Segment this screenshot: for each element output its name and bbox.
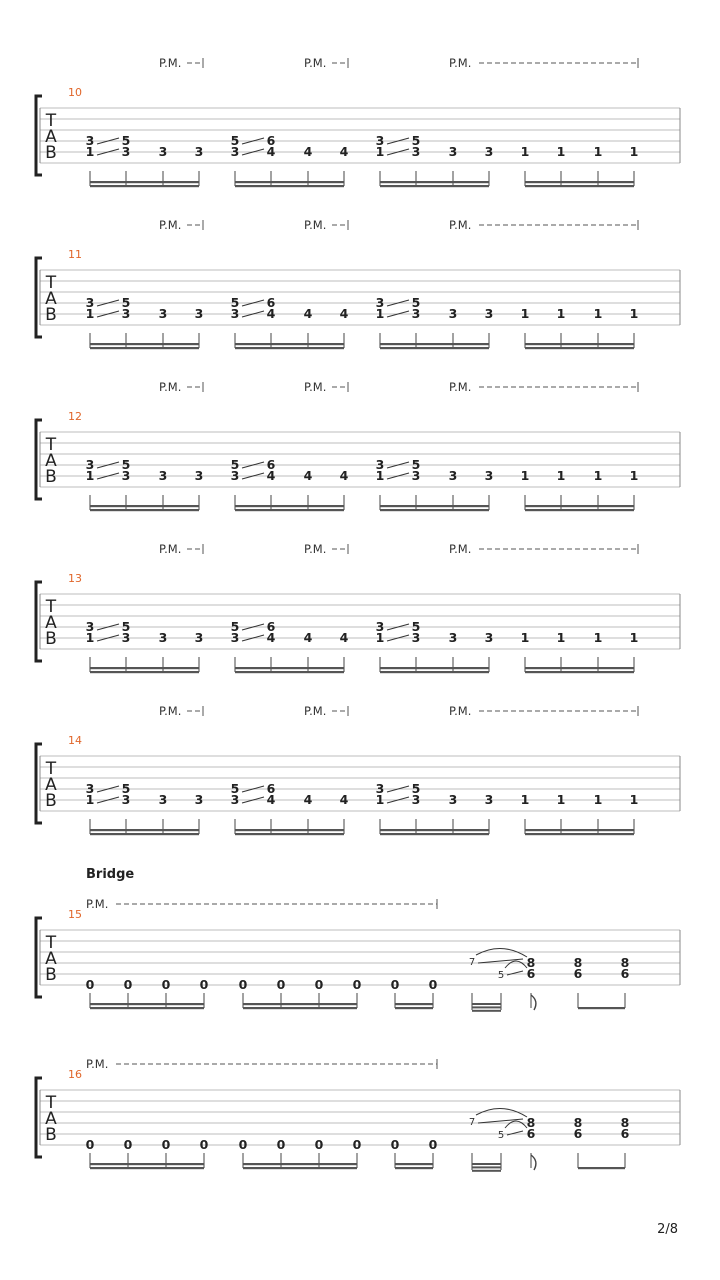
fret-number: 3 — [85, 781, 95, 796]
beat-group — [521, 630, 639, 673]
fret-number: 4 — [339, 792, 349, 807]
fret-number: 4 — [266, 630, 276, 645]
fret-number: 3 — [484, 306, 494, 321]
fret-number: 3 — [121, 468, 131, 483]
beam — [525, 181, 634, 183]
palm-mute-marker — [159, 56, 203, 70]
fret-number: 3 — [230, 792, 240, 807]
fret-number: 4 — [339, 144, 349, 159]
fret-number: 0 — [123, 1137, 133, 1152]
fret-number: 3 — [448, 468, 458, 483]
fret-number: 1 — [375, 630, 385, 645]
fret-number: 3 — [85, 457, 95, 472]
fret-number: 1 — [520, 792, 530, 807]
fret-number: 6 — [573, 966, 583, 981]
palm-mute-label: P.M. — [304, 56, 327, 70]
beam — [235, 343, 344, 345]
grace-fret-number: 5 — [497, 1130, 505, 1141]
tab-clef-letter: A — [45, 775, 57, 795]
tab-clef-letter: T — [45, 1093, 57, 1113]
fret-number: 3 — [230, 468, 240, 483]
beam — [90, 829, 199, 831]
fret-number: 5 — [230, 295, 240, 310]
beam — [395, 1007, 433, 1009]
palm-mute-marker — [159, 218, 203, 232]
fret-number: 6 — [573, 1126, 583, 1141]
palm-mute-label: P.M. — [449, 704, 472, 718]
beam — [235, 185, 344, 187]
fret-number: 8 — [573, 1115, 583, 1130]
beam — [472, 1006, 501, 1008]
fret-number: 3 — [411, 792, 421, 807]
beat-group — [521, 468, 639, 511]
section-label: Bridge — [86, 867, 135, 882]
fret-number: 0 — [428, 977, 438, 992]
fret-number: 4 — [339, 630, 349, 645]
fret-number: 0 — [161, 1137, 171, 1152]
palm-mute-label: P.M. — [159, 56, 182, 70]
beam — [525, 829, 634, 831]
beam — [235, 833, 344, 835]
beam — [380, 833, 489, 835]
fret-number: 1 — [520, 630, 530, 645]
fret-number: 4 — [303, 630, 313, 645]
fret-number: 3 — [85, 619, 95, 634]
palm-mute-marker — [86, 1057, 437, 1071]
beam — [90, 1167, 204, 1169]
beam — [525, 833, 634, 835]
palm-mute-marker — [304, 704, 348, 718]
tab-clef-letter: A — [45, 949, 57, 969]
tab-clef-letter: B — [45, 965, 57, 985]
fret-number: 1 — [520, 144, 530, 159]
beam — [525, 505, 634, 507]
tab-clef-letter: B — [45, 305, 57, 325]
fret-number: 1 — [85, 630, 95, 645]
fret-number: 8 — [526, 955, 536, 970]
fret-number: 0 — [390, 977, 400, 992]
beam — [380, 185, 489, 187]
fret-number: 1 — [629, 144, 639, 159]
fret-number: 3 — [375, 781, 385, 796]
fret-number: 4 — [303, 144, 313, 159]
measure-number: 11 — [68, 248, 82, 261]
fret-number: 3 — [230, 306, 240, 321]
fret-number: 1 — [593, 792, 603, 807]
fret-number: 1 — [375, 144, 385, 159]
fret-number: 3 — [194, 144, 204, 159]
grace-fret-number: 7 — [468, 957, 476, 968]
beam — [90, 833, 199, 835]
fret-number: 1 — [520, 306, 530, 321]
fret-number: 6 — [620, 1126, 630, 1141]
beam — [472, 1003, 501, 1005]
tab-clef-letter: A — [45, 613, 57, 633]
tab-clef-letter: T — [45, 759, 57, 779]
fret-number: 5 — [411, 781, 421, 796]
beam — [235, 667, 344, 669]
fret-number: 1 — [556, 306, 566, 321]
palm-mute-marker — [449, 704, 638, 718]
fret-number: 3 — [194, 630, 204, 645]
fret-number: 0 — [276, 977, 286, 992]
grace-fret-number: 7 — [468, 1117, 476, 1128]
beam — [235, 829, 344, 831]
beam — [380, 505, 489, 507]
tie-arc — [476, 948, 527, 957]
fret-number: 0 — [199, 977, 209, 992]
beam — [525, 185, 634, 187]
beam — [90, 1163, 204, 1165]
beam — [472, 1166, 501, 1168]
beam — [235, 181, 344, 183]
fret-number: 5 — [230, 133, 240, 148]
fret-number: 3 — [484, 144, 494, 159]
fret-number: 4 — [339, 306, 349, 321]
fret-number: 1 — [629, 306, 639, 321]
palm-mute-label: P.M. — [449, 380, 472, 394]
fret-number: 3 — [448, 630, 458, 645]
beam — [380, 667, 489, 669]
grace-fret-number: 5 — [497, 970, 505, 981]
fret-number: 1 — [85, 468, 95, 483]
palm-mute-marker — [86, 897, 437, 911]
tab-clef-letter: T — [45, 273, 57, 293]
fret-number: 3 — [375, 457, 385, 472]
fret-number: 3 — [158, 306, 168, 321]
fret-number: 4 — [303, 306, 313, 321]
fret-number: 3 — [484, 468, 494, 483]
fret-number: 4 — [303, 468, 313, 483]
fret-number: 0 — [428, 1137, 438, 1152]
beam — [243, 1007, 357, 1009]
tab-clef-letter: A — [45, 289, 57, 309]
beam — [235, 347, 344, 349]
fret-number: 0 — [85, 1137, 95, 1152]
fret-number: 4 — [266, 468, 276, 483]
beam — [90, 505, 199, 507]
tab-clef-letter: T — [45, 435, 57, 455]
fret-number: 1 — [85, 144, 95, 159]
tab-clef-letter: B — [45, 467, 57, 487]
tie-arc — [505, 961, 527, 968]
beam — [90, 185, 199, 187]
fret-number: 0 — [314, 1137, 324, 1152]
fret-number: 0 — [352, 977, 362, 992]
beam — [578, 1007, 625, 1009]
beam — [235, 509, 344, 511]
fret-number: 4 — [266, 144, 276, 159]
tab-system-14 — [36, 704, 680, 835]
beam — [395, 1003, 433, 1005]
fret-number: 1 — [593, 144, 603, 159]
fret-number: 3 — [121, 792, 131, 807]
fret-number: 3 — [411, 144, 421, 159]
fret-number: 3 — [484, 630, 494, 645]
fret-number: 1 — [629, 792, 639, 807]
fret-number: 4 — [266, 792, 276, 807]
fret-number: 3 — [448, 306, 458, 321]
tie-arc — [505, 1121, 527, 1128]
tab-clef-letter: B — [45, 143, 57, 163]
beam — [243, 1003, 357, 1005]
fret-number: 5 — [121, 781, 131, 796]
fret-number: 1 — [375, 306, 385, 321]
beam — [380, 509, 489, 511]
beam — [395, 1167, 433, 1169]
fret-number: 3 — [375, 295, 385, 310]
palm-mute-marker — [304, 218, 348, 232]
palm-mute-marker — [304, 542, 348, 556]
fret-number: 1 — [85, 792, 95, 807]
tie-arc — [476, 1108, 527, 1117]
beam — [395, 1163, 433, 1165]
fret-number: 5 — [411, 457, 421, 472]
fret-number: 0 — [199, 1137, 209, 1152]
measure-number: 15 — [68, 908, 82, 921]
fret-number: 3 — [194, 468, 204, 483]
beam — [380, 343, 489, 345]
fret-number: 5 — [230, 781, 240, 796]
fret-number: 6 — [526, 966, 536, 981]
palm-mute-label: P.M. — [304, 542, 327, 556]
tab-clef-letter: A — [45, 451, 57, 471]
fret-number: 6 — [266, 295, 276, 310]
fret-number: 5 — [121, 619, 131, 634]
fret-number: 5 — [121, 295, 131, 310]
beam — [235, 505, 344, 507]
fret-number: 3 — [230, 144, 240, 159]
fret-number: 5 — [121, 457, 131, 472]
fret-number: 5 — [411, 133, 421, 148]
measure-number: 10 — [68, 86, 82, 99]
fret-number: 0 — [238, 1137, 248, 1152]
fret-number: 1 — [556, 630, 566, 645]
beam — [90, 509, 199, 511]
fret-number: 3 — [158, 792, 168, 807]
page-number: 2/8 — [657, 1222, 678, 1237]
fret-number: 3 — [484, 792, 494, 807]
palm-mute-marker — [159, 704, 203, 718]
beat-group — [521, 792, 639, 835]
fret-number: 1 — [375, 792, 385, 807]
fret-number: 5 — [230, 619, 240, 634]
palm-mute-label: P.M. — [304, 218, 327, 232]
fret-number: 0 — [276, 1137, 286, 1152]
fret-number: 1 — [593, 306, 603, 321]
fret-number: 5 — [121, 133, 131, 148]
palm-mute-label: P.M. — [159, 218, 182, 232]
palm-mute-marker — [159, 380, 203, 394]
fret-number: 8 — [573, 955, 583, 970]
fret-number: 6 — [266, 619, 276, 634]
tab-clef-letter: T — [45, 933, 57, 953]
fret-number: 3 — [194, 792, 204, 807]
fret-number: 0 — [390, 1137, 400, 1152]
tab-system-15 — [36, 867, 680, 1012]
beam — [90, 1003, 204, 1005]
beam — [380, 829, 489, 831]
beam — [380, 347, 489, 349]
palm-mute-label: P.M. — [159, 704, 182, 718]
palm-mute-marker — [449, 542, 638, 556]
fret-number: 3 — [411, 630, 421, 645]
fret-number: 1 — [85, 306, 95, 321]
fret-number: 0 — [314, 977, 324, 992]
tab-system-11 — [36, 218, 680, 349]
beat-group — [521, 306, 639, 349]
fret-number: 3 — [158, 468, 168, 483]
palm-mute-label: P.M. — [304, 380, 327, 394]
palm-mute-label: P.M. — [449, 56, 472, 70]
fret-number: 0 — [161, 977, 171, 992]
fret-number: 3 — [85, 133, 95, 148]
beam — [380, 181, 489, 183]
tab-clef-letter: B — [45, 791, 57, 811]
fret-number: 3 — [448, 792, 458, 807]
fret-number: 4 — [266, 306, 276, 321]
beam — [90, 181, 199, 183]
fret-number: 0 — [85, 977, 95, 992]
tab-clef-letter: B — [45, 629, 57, 649]
fret-number: 4 — [339, 468, 349, 483]
beam — [243, 1163, 357, 1165]
beam — [525, 667, 634, 669]
tab-clef-letter: T — [45, 597, 57, 617]
fret-number: 3 — [85, 295, 95, 310]
fret-number: 3 — [121, 630, 131, 645]
beam — [472, 1163, 501, 1165]
beam — [243, 1167, 357, 1169]
palm-mute-marker — [304, 56, 348, 70]
fret-number: 8 — [526, 1115, 536, 1130]
fret-number: 3 — [411, 306, 421, 321]
tab-clef-letter: T — [45, 111, 57, 131]
fret-number: 1 — [375, 468, 385, 483]
beam — [90, 671, 199, 673]
fret-number: 5 — [230, 457, 240, 472]
palm-mute-marker — [449, 56, 638, 70]
fret-number: 3 — [158, 630, 168, 645]
beam — [90, 347, 199, 349]
beam — [380, 671, 489, 673]
tab-clef-letter: A — [45, 1109, 57, 1129]
fret-number: 3 — [411, 468, 421, 483]
palm-mute-label: P.M. — [449, 542, 472, 556]
fret-number: 3 — [375, 619, 385, 634]
beam — [578, 1167, 625, 1169]
palm-mute-label: P.M. — [159, 542, 182, 556]
beam — [90, 1007, 204, 1009]
fret-number: 0 — [238, 977, 248, 992]
beat-group — [521, 144, 639, 187]
beam — [90, 343, 199, 345]
beam — [525, 509, 634, 511]
palm-mute-label: P.M. — [449, 218, 472, 232]
beam — [525, 347, 634, 349]
beam — [235, 671, 344, 673]
fret-number: 3 — [158, 144, 168, 159]
palm-mute-marker — [159, 542, 203, 556]
fret-number: 3 — [448, 144, 458, 159]
fret-number: 1 — [556, 468, 566, 483]
tab-system-13 — [36, 542, 680, 673]
measure-number: 16 — [68, 1068, 82, 1081]
fret-number: 8 — [620, 955, 630, 970]
tab-clef-letter: B — [45, 1125, 57, 1145]
beam — [472, 1170, 501, 1172]
fret-number: 0 — [352, 1137, 362, 1152]
tab-system-16 — [36, 1057, 680, 1172]
beam — [472, 1010, 501, 1012]
fret-number: 1 — [593, 468, 603, 483]
fret-number: 6 — [526, 1126, 536, 1141]
fret-number: 5 — [411, 619, 421, 634]
palm-mute-label: P.M. — [86, 897, 109, 911]
palm-mute-label: P.M. — [304, 704, 327, 718]
fret-number: 4 — [303, 792, 313, 807]
tab-clef-letter: A — [45, 127, 57, 147]
measure-number: 14 — [68, 734, 82, 747]
fret-number: 3 — [121, 144, 131, 159]
measure-number: 13 — [68, 572, 82, 585]
fret-number: 1 — [593, 630, 603, 645]
fret-number: 1 — [520, 468, 530, 483]
fret-number: 3 — [375, 133, 385, 148]
beam — [90, 667, 199, 669]
palm-mute-label: P.M. — [159, 380, 182, 394]
fret-number: 1 — [629, 630, 639, 645]
palm-mute-marker — [449, 380, 638, 394]
fret-number: 6 — [266, 133, 276, 148]
fret-number: 1 — [556, 792, 566, 807]
fret-number: 3 — [194, 306, 204, 321]
beam — [525, 671, 634, 673]
fret-number: 1 — [629, 468, 639, 483]
beam — [525, 343, 634, 345]
fret-number: 6 — [266, 781, 276, 796]
fret-number: 0 — [123, 977, 133, 992]
palm-mute-marker — [304, 380, 348, 394]
fret-number: 8 — [620, 1115, 630, 1130]
palm-mute-label: P.M. — [86, 1057, 109, 1071]
fret-number: 6 — [620, 966, 630, 981]
fret-number: 3 — [121, 306, 131, 321]
note-flag — [531, 1155, 536, 1170]
fret-number: 1 — [556, 144, 566, 159]
measure-number: 12 — [68, 410, 82, 423]
palm-mute-marker — [449, 218, 638, 232]
fret-number: 3 — [230, 630, 240, 645]
note-flag — [531, 995, 536, 1010]
fret-number: 5 — [411, 295, 421, 310]
tab-system-10 — [36, 56, 680, 187]
fret-number: 6 — [266, 457, 276, 472]
tab-system-12 — [36, 380, 680, 511]
